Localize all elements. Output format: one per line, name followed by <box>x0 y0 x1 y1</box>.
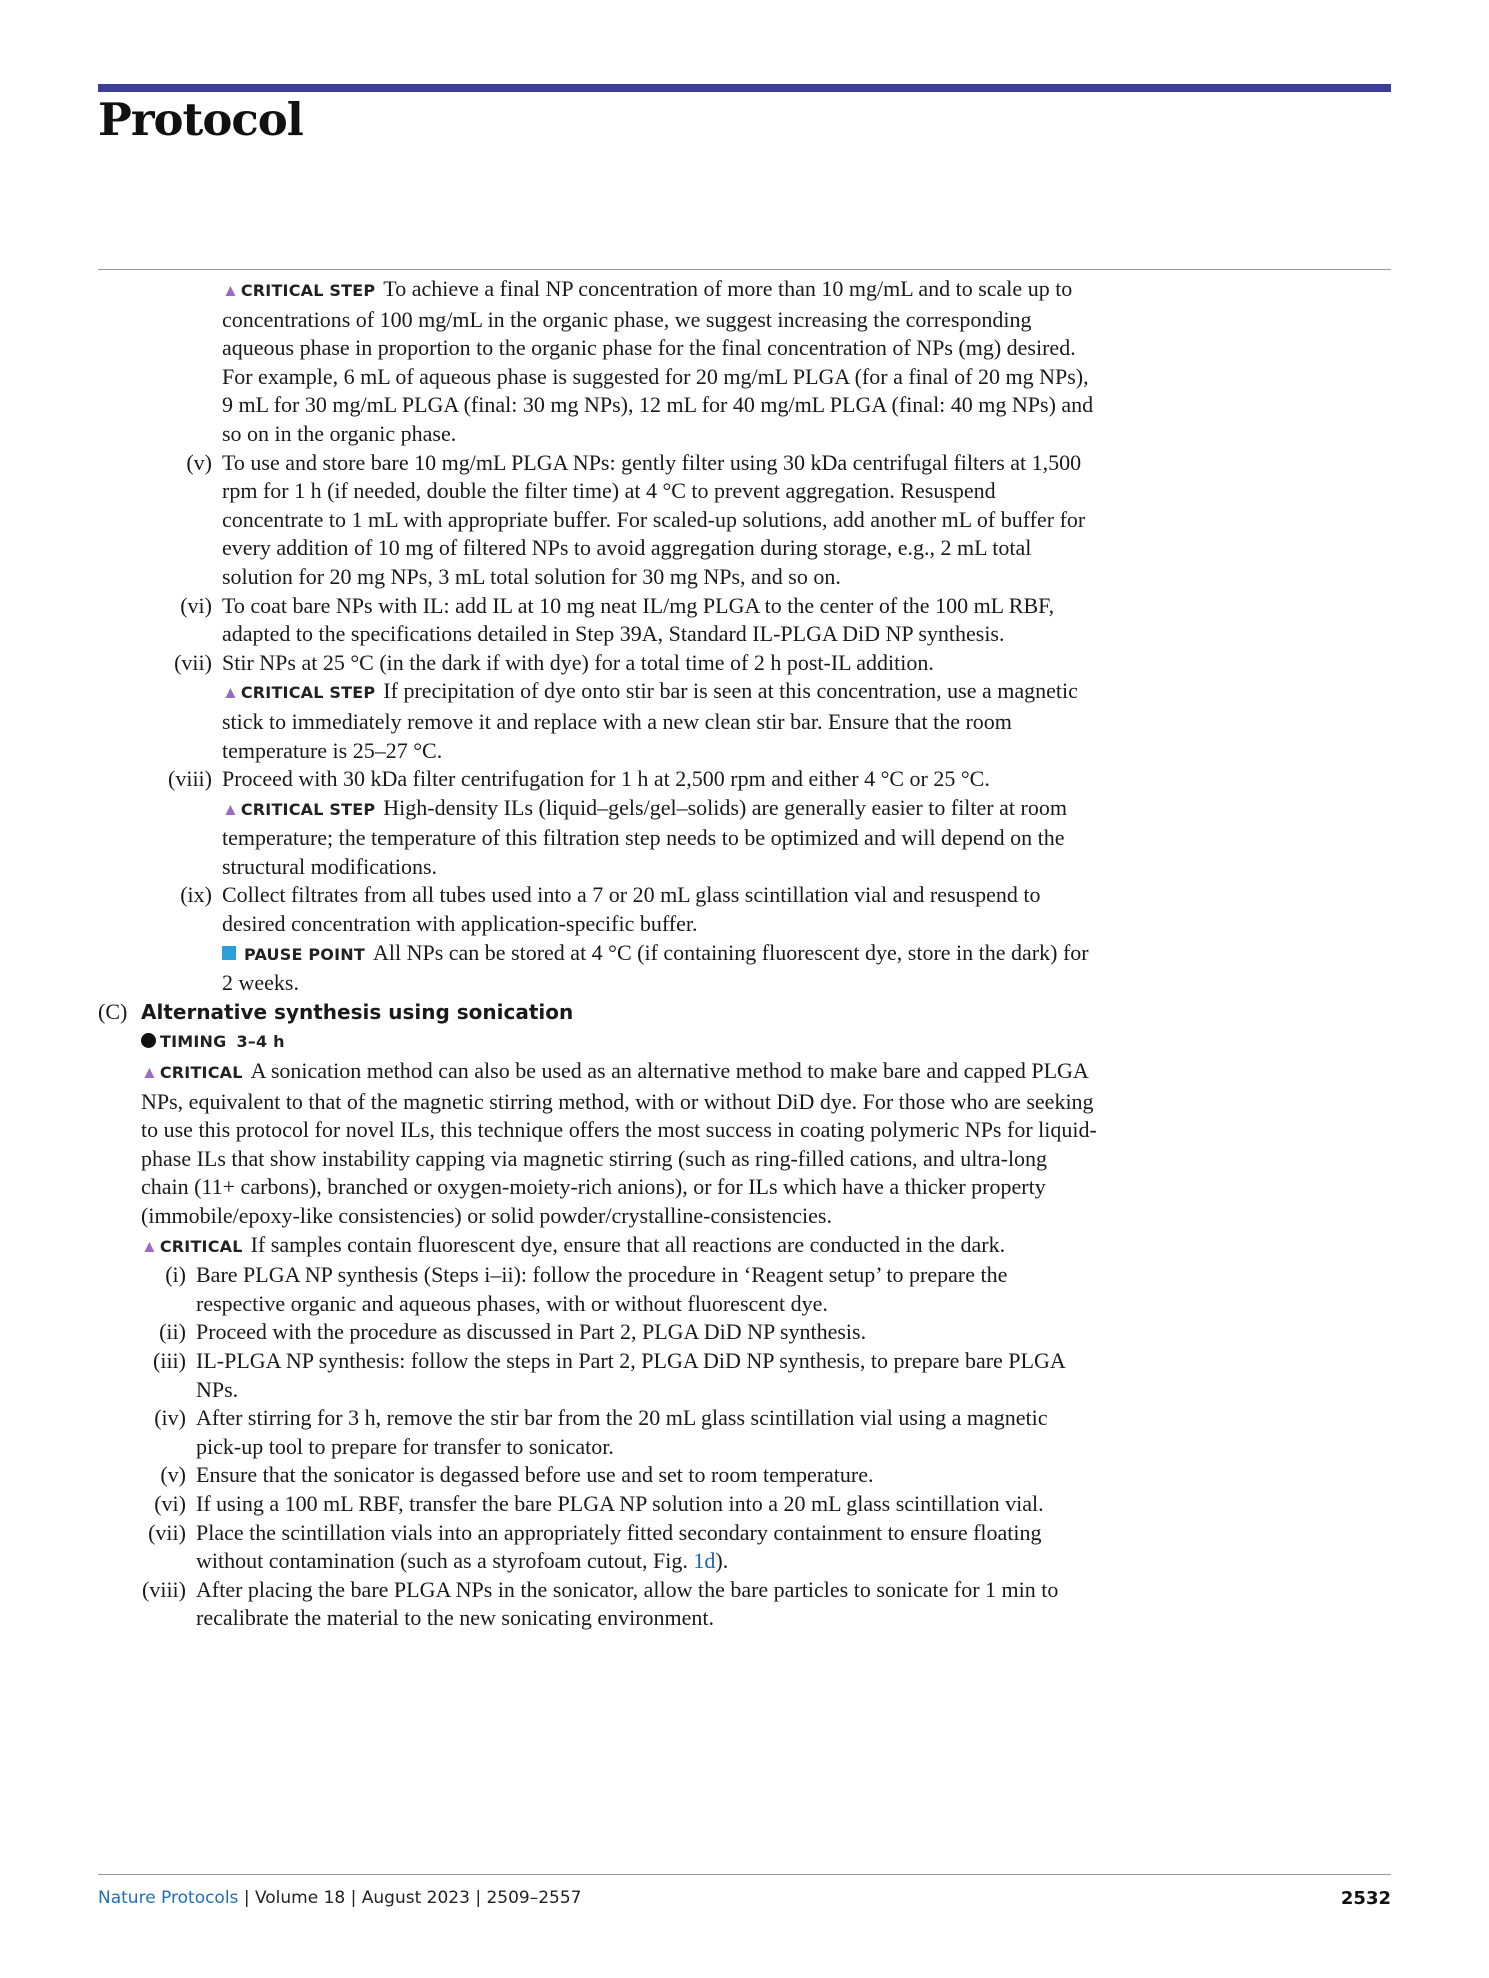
critical-triangle-icon: ▲ <box>222 683 239 703</box>
critical-step-note <box>222 794 1098 882</box>
critical-step-text: If precipitation of dye onto stir bar is seen at this concentration, use a magnetic stick to immediately remove it and replace with a new clean stir bar. Ensure that the room temperature is 25–27 °C. <box>222 678 1078 763</box>
list-item <box>98 1318 1098 1347</box>
item-number: (v) <box>186 449 212 475</box>
figure-link[interactable]: 1d <box>693 1548 716 1574</box>
item-text-tail: ). <box>715 1548 729 1574</box>
critical-label: CRITICAL <box>159 1063 243 1083</box>
pause-point-label: PAUSE POINT <box>244 944 365 964</box>
item-text: Proceed with 30 kDa filter centrifugation for 1 h at 2,500 rpm and either 4 °C or 25 °C. <box>222 766 990 792</box>
pause-point-text: All NPs can be stored at 4 °C (if containing fluorescent dye, store in the dark) for 2 weeks. <box>222 939 1089 996</box>
critical-note-sonication <box>98 1057 1098 1231</box>
item-number: (viii) <box>168 766 212 792</box>
timing-line <box>98 1026 1098 1057</box>
section-title: Alternative synthesis using sonication <box>141 999 574 1024</box>
item-number: (vii) <box>148 1519 186 1545</box>
journal-name-link[interactable]: Nature Protocols <box>98 1888 239 1908</box>
item-text: Stir NPs at 25 °C (in the dark if with dye) for a total time of 2 h post-IL addition. <box>222 649 934 675</box>
list-item <box>98 1519 1098 1576</box>
header-divider <box>98 269 1391 270</box>
section-number: (C) <box>98 998 128 1024</box>
item-text: To coat bare NPs with IL: add IL at 10 mg neat IL/mg PLGA to the center of the 100 mL RBF, adapted to the specifications detailed in Step 39A, Standard IL-PLGA DiD NP synthesis. <box>222 592 1055 647</box>
item-number: (viii) <box>142 1576 186 1602</box>
pause-square-icon <box>222 946 236 960</box>
item-number: (iv) <box>154 1405 186 1431</box>
critical-label: CRITICAL <box>159 1236 243 1256</box>
item-number: (ii) <box>159 1319 186 1345</box>
timing-label: TIMING <box>160 1032 227 1052</box>
item-text: After stirring for 3 h, remove the stir bar from the 20 mL glass scintillation vial using a magnetic pick-up tool to prepare for transfer to sonicator. <box>196 1405 1048 1459</box>
list-item <box>98 449 1098 592</box>
footer-divider <box>98 1874 1391 1875</box>
list-item <box>98 765 1098 881</box>
footer-citation <box>98 1888 581 1908</box>
critical-text: A sonication method can also be used as an alternative method to make bare and capped PLGA NPs, equivalent to that of the magnetic stirring method, with or without DiD dye. For those who are seeking to use this protocol for novel ILs, this technique offers the most success in coating polymeric NPs for liquid-phase ILs that show instability capping via magnetic stirring (such as ring-filled cations, and ultra-long chain (11+ carbons), branched or oxygen-moiety-rich anions), or for ILs which have a thicker property (immobile/epoxy-like consistencies) or solid powder/crystalline-consistencies. <box>141 1058 1097 1228</box>
page-number: 2532 <box>1340 1888 1391 1909</box>
list-item <box>98 1461 1098 1490</box>
critical-triangle-icon: ▲ <box>141 1236 158 1256</box>
item-text: To use and store bare 10 mg/mL PLGA NPs: gently filter using 30 kDa centrifugal filters at 1,500 rpm for 1 h (if needed, double the filter time) at 4 °C to prevent aggregation. Resuspend concentrate to 1 mL with appropriate buffer. For scaled-up solutions, add another mL of buffer for every addition of 10 mg of filtered NPs to avoid aggregation during storage, e.g., 2 mL total solution for 20 mg NPs, 3 mL total solution for 30 mg NPs, and so on. <box>222 449 1086 589</box>
list-item <box>98 592 1098 649</box>
item-text: Bare PLGA NP synthesis (Steps i–ii): follow the procedure in ‘Reagent setup’ to prepare the respective organic and aqueous phases, with or without fluorescent dye. <box>196 1262 1008 1316</box>
item-number: (vi) <box>154 1490 186 1516</box>
citation-meta: | Volume 18 | August 2023 | 2509–2557 <box>238 1888 582 1908</box>
item-number: (ix) <box>180 882 212 908</box>
item-text: Proceed with the procedure as discussed in Part 2, PLGA DiD NP synthesis. <box>196 1319 867 1345</box>
item-text: Ensure that the sonicator is degassed before use and set to room temperature. <box>196 1462 874 1488</box>
item-number: (vi) <box>180 592 212 618</box>
list-item <box>98 1576 1098 1633</box>
item-text: Place the scintillation vials into an appropriately fitted secondary containment to ensure floating without contamination (such as a styrofoam cutout, Fig. <box>196 1519 1042 1574</box>
item-text: Collect filtrates from all tubes used into a 7 or 20 mL glass scintillation vial and resuspend to desired concentration with application-specific buffer. <box>222 882 1041 937</box>
item-text: After placing the bare PLGA NPs in the sonicator, allow the bare particles to sonicate for 1 min to recalibrate the material to the new sonicating environment. <box>196 1576 1059 1631</box>
critical-step-note <box>222 677 1098 765</box>
timing-value: 3–4 h <box>236 1032 285 1052</box>
critical-step-text: High-density ILs (liquid–gels/gel–solids) are generally easier to filter at room temperature; the temperature of this filtration step needs to be optimized and will depend on the structural modifications. <box>222 794 1067 879</box>
critical-step-label: CRITICAL STEP <box>240 799 376 819</box>
timing-dot-icon <box>141 1033 156 1048</box>
critical-step-text: To achieve a final NP concentration of more than 10 mg/mL and to scale up to concentrations of 100 mg/mL in the organic phase, we suggest increasing the corresponding aqueous phase in proportion to the organic phase for the final concentration of NPs (mg) desired. For example, 6 mL of aqueous phase is suggested for 20 mg/mL PLGA (for a final of 20 mg NPs), 9 mL for 30 mg/mL PLGA (final: 30 mg NPs), 12 mL for 40 mg/mL PLGA (final: 40 mg NPs) and so on in the organic phase. <box>222 276 1094 446</box>
list-item <box>98 1490 1098 1519</box>
item-text: IL-PLGA NP synthesis: follow the steps in Part 2, PLGA DiD NP synthesis, to prepare bare PLGA NPs. <box>196 1347 1065 1402</box>
critical-step-iv <box>98 275 1098 449</box>
list-item <box>98 1347 1098 1404</box>
page-title: Protocol <box>98 93 303 146</box>
item-text: If using a 100 mL RBF, transfer the bare PLGA NP solution into a 20 mL glass scintillation vial. <box>196 1490 1044 1516</box>
pause-point-note <box>222 939 1098 998</box>
item-number: (vii) <box>174 649 212 675</box>
section-c-header <box>98 998 1098 1027</box>
critical-step-label: CRITICAL STEP <box>240 683 376 703</box>
critical-triangle-icon: ▲ <box>222 799 239 819</box>
main-text <box>98 275 1098 1633</box>
list-item <box>98 649 1098 765</box>
critical-text: If samples contain fluorescent dye, ensure that all reactions are conducted in the dark. <box>250 1231 1006 1257</box>
item-number: (v) <box>160 1462 186 1488</box>
item-number: (i) <box>165 1262 186 1288</box>
critical-triangle-icon: ▲ <box>222 281 239 300</box>
list-item <box>98 881 1098 997</box>
item-number: (iii) <box>153 1347 186 1373</box>
critical-note-dark <box>98 1231 1098 1262</box>
list-item <box>98 1261 1098 1318</box>
list-item <box>98 1404 1098 1461</box>
header-accent-bar <box>98 84 1391 92</box>
critical-step-label: CRITICAL STEP <box>240 281 376 300</box>
critical-triangle-icon: ▲ <box>141 1063 158 1083</box>
